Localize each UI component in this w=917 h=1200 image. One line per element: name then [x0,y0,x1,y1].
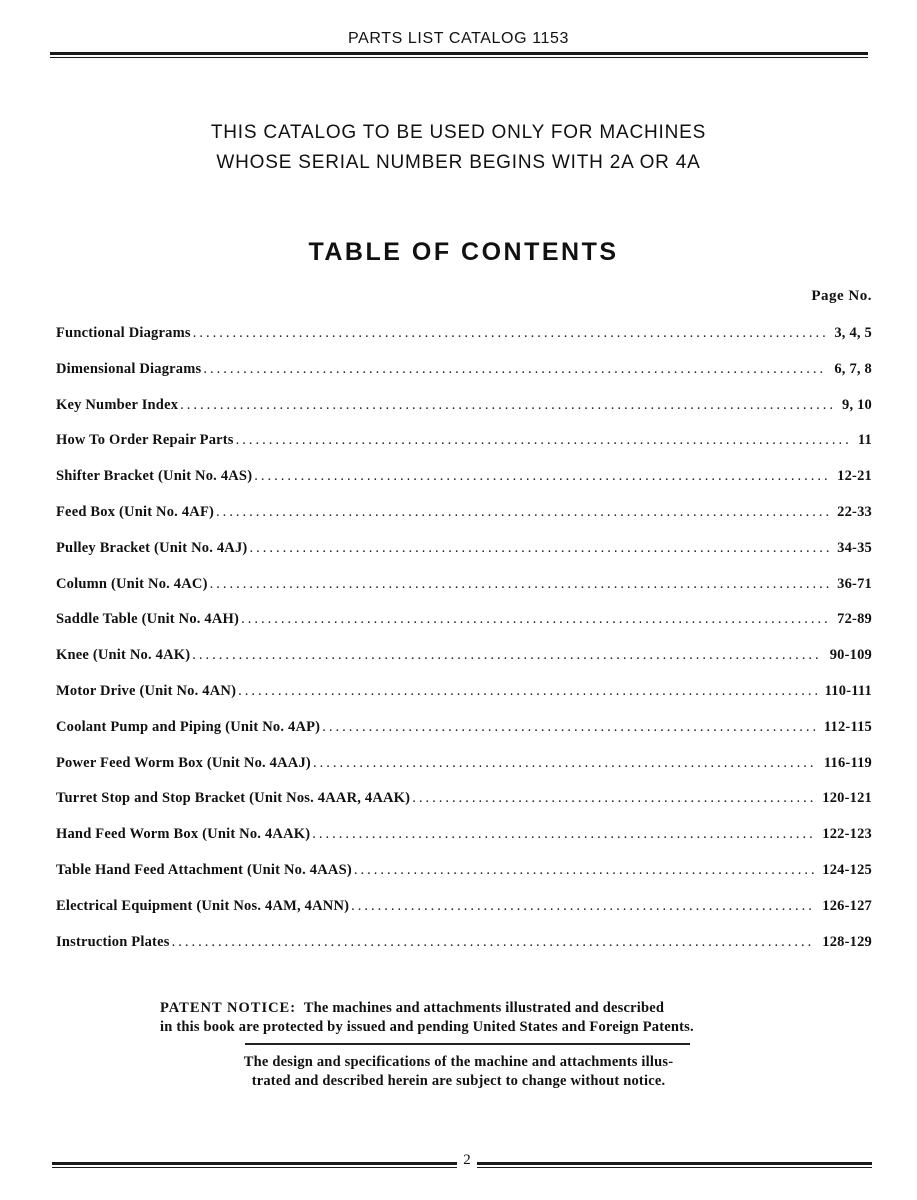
toc-entry-page: 120-121 [822,790,872,807]
dot-leader [249,531,829,567]
toc-entry-label: Table Hand Feed Attachment (Unit No. 4AAS) [56,861,352,878]
design-notice-line-2: trated and described herein are subject to change without notice. [251,1073,666,1089]
page-number-column-label: Page No. [811,288,872,304]
dot-leader [203,352,826,388]
toc-entry-page: 122-123 [822,826,872,843]
toc-entry-page: 90-109 [829,647,872,664]
dot-leader [351,889,814,925]
toc-title: TABLE OF CONTENTS [308,238,619,266]
toc-entry-page: 72-89 [837,611,872,628]
design-notice-line-1: The design and specifications of the machine and attachments illus- [243,1054,674,1070]
footer-rule-right-thin [477,1167,872,1168]
toc-entry [56,781,872,817]
toc-entry [56,602,872,638]
toc-entry-label: Column (Unit No. 4AC) [56,575,208,592]
patent-notice-label: PATENT NOTICE: [160,1000,297,1016]
toc-entry-label: Saddle Table (Unit No. 4AH) [56,611,240,628]
dot-leader [238,674,817,710]
toc-entry-label: Motor Drive (Unit No. 4AN) [56,682,237,699]
catalog-header-title: PARTS LIST CATALOG 1153 [348,30,569,47]
table-of-contents [56,316,872,960]
dot-leader [192,638,821,674]
toc-entry-page: 128-129 [822,933,872,950]
toc-entry [56,853,872,889]
page-number: 2 [463,1152,471,1168]
serial-notice-line-1: THIS CATALOG TO BE USED ONLY FOR MACHINES [210,122,707,143]
design-notice [0,1053,917,1091]
dot-leader [236,423,850,459]
toc-entry-label: Dimensional Diagrams [56,360,202,377]
toc-entry [56,531,872,567]
toc-entry-page: 116-119 [823,754,872,771]
toc-entry [56,495,872,531]
toc-entry [56,674,872,710]
toc-entry-label: Key Number Index [56,396,179,413]
toc-entry-label: How To Order Repair Parts [56,432,234,449]
toc-entry-page: 9, 10 [842,396,872,413]
toc-entry [56,388,872,424]
toc-entry [56,638,872,674]
toc-entry-label: Power Feed Worm Box (Unit No. 4AAJ) [56,754,311,771]
toc-entry-label: Turret Stop and Stop Bracket (Unit Nos. 4AAR, 4AAK) [56,790,411,807]
toc-entry [56,316,872,352]
toc-entry-page: 124-125 [822,861,872,878]
serial-number-notice [0,118,917,178]
toc-entry-label: Hand Feed Worm Box (Unit No. 4AAK) [56,826,311,843]
dot-leader [354,853,814,889]
toc-entry-label: Functional Diagrams [56,325,191,341]
toc-entry-page: 12-21 [837,468,872,485]
toc-entry-label: Pulley Bracket (Unit No. 4AJ) [56,539,248,556]
header-rule [50,52,868,55]
toc-entry-label: Knee (Unit No. 4AK) [56,647,191,664]
footer-rule-left-thin [52,1167,457,1168]
dot-leader [313,746,816,782]
toc-entry-page: 3, 4, 5 [834,325,872,341]
header-rule-thin [50,57,868,58]
dot-leader [254,459,829,495]
toc-entry [56,710,872,746]
dot-leader [412,781,814,817]
toc-entry-page: 112-115 [823,718,872,735]
toc-entry-label: Feed Box (Unit No. 4AF) [56,503,215,520]
serial-notice-line-2: WHOSE SERIAL NUMBER BEGINS WITH 2A OR 4A [216,152,701,173]
toc-entry-page: 126-127 [822,897,872,914]
toc-entry-label: Shifter Bracket (Unit No. 4AS) [56,468,253,485]
footer-rule-left [52,1162,457,1165]
dot-leader [172,925,815,961]
toc-entry-label: Instruction Plates [56,933,170,950]
toc-entry-page: 11 [857,432,872,449]
notice-divider [245,1043,690,1045]
dot-leader [322,710,816,746]
toc-entry-label: Electrical Equipment (Unit Nos. 4AM, 4ANN) [56,897,350,914]
dot-leader [210,567,830,603]
toc-entry [56,925,872,961]
toc-entry-page: 34-35 [837,539,872,556]
dot-leader [216,495,829,531]
toc-entry [56,567,872,603]
dot-leader [241,602,829,638]
toc-entry [56,746,872,782]
dot-leader [193,316,827,352]
toc-entry-label: Coolant Pump and Piping (Unit No. 4AP) [56,718,321,735]
patent-notice [160,999,774,1037]
footer-rule-right [477,1162,872,1165]
toc-entry [56,817,872,853]
toc-entry [56,459,872,495]
dot-leader [312,817,814,853]
toc-entry-page: 22-33 [837,503,872,520]
toc-entry [56,423,872,459]
patent-notice-text-2: in this book are protected by issued and pending United States and Foreign Patents. [160,1019,694,1035]
toc-entry [56,352,872,388]
patent-notice-text-1: The machines and attachments illustrated and described [303,1000,665,1016]
toc-entry-page: 6, 7, 8 [834,360,872,377]
toc-entry-page: 110-111 [824,682,872,699]
toc-entry-page: 36-71 [837,575,872,592]
toc-entry [56,889,872,925]
dot-leader [180,388,834,424]
